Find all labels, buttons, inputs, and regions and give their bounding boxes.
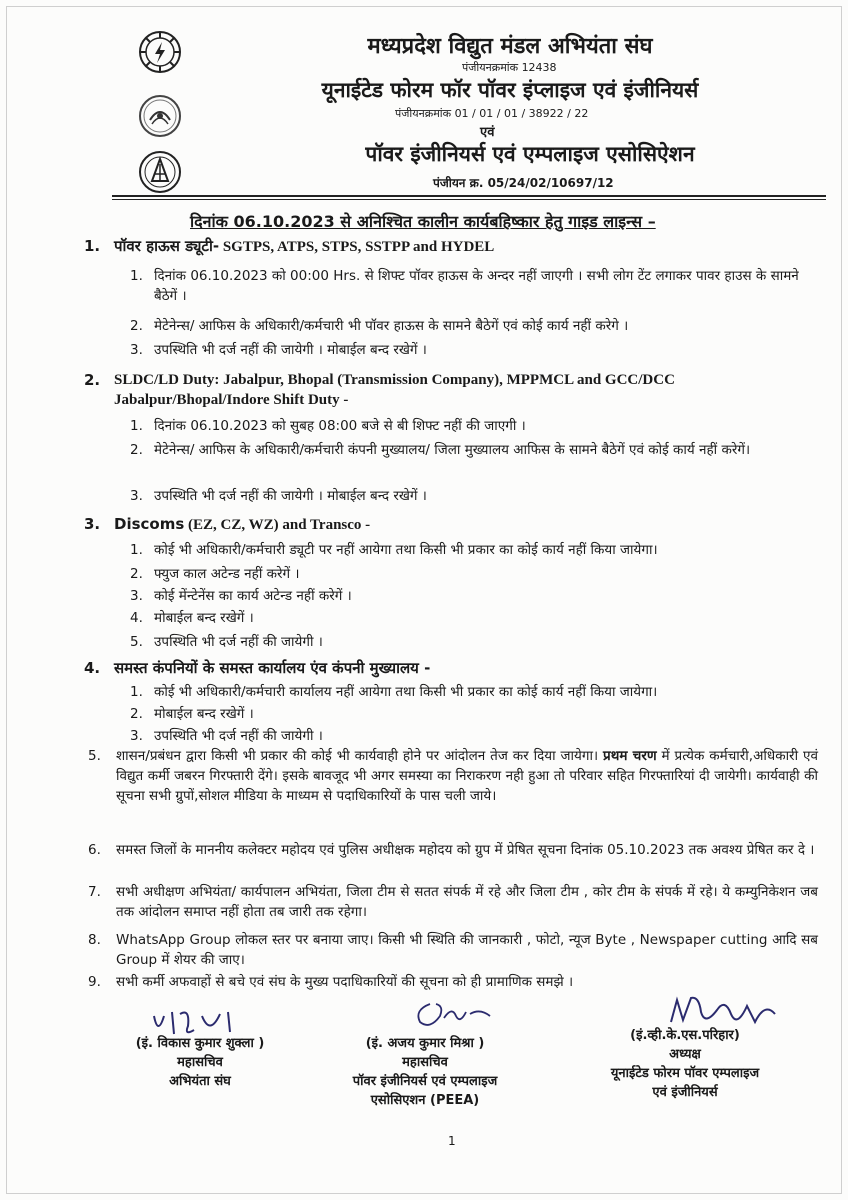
item-text: उपस्थिति भी दर्ज नहीं की जायेगी । मोबाईल बन्द रखेगें ।	[154, 342, 427, 358]
paragraph-number: 6.	[88, 842, 101, 858]
item-text: मेटेनेन्स/ आफिस के अधिकारी/कर्मचारी भी पॉवर हाऊस के सामने बैठेगें एवं कोई कार्य नहीं करेगे ।	[154, 318, 629, 334]
item-number: 1.	[130, 542, 143, 558]
list-item	[130, 416, 820, 436]
paragraph-number: 9.	[88, 974, 101, 990]
item-text: मोबाईल बन्द रखेगें ।	[154, 706, 254, 722]
list-item	[130, 564, 820, 584]
org3-registration: पंजीयन क्र. 05/24/02/10697/12	[433, 176, 614, 190]
org2-name: यूनाईटेड फोरम फॉर पॉवर इंप्लाइज एवं इंजीनियर्स	[321, 78, 699, 102]
section-heading-english: SLDC/LD Duty: Jabalpur, Bhopal (Transmission Company), MPPMCL and GCC/DCC Jabalpur/Bhopal/Indore Shift Duty -	[114, 372, 675, 408]
signatory-name: (इं.व्ही.के.एस.परिहार)	[630, 1028, 740, 1043]
item-number: 2.	[130, 442, 143, 458]
list-item	[130, 726, 820, 746]
item-text: उपस्थिति भी दर्ज नहीं की जायेगी । मोबाईल बन्द रखेगें ।	[154, 488, 427, 504]
page-number: 1	[448, 1134, 456, 1148]
section-number: 3.	[84, 515, 101, 533]
section-heading-hindi: पॉवर हाऊस ड्यूटी-	[114, 237, 220, 255]
signatory-organization: अभियंता संघ	[169, 1074, 231, 1089]
signature-scribble-2	[410, 996, 500, 1036]
peea-emblem-icon	[138, 150, 182, 194]
item-text: फ्युज काल अटेन्ड नहीं करेगें ।	[154, 566, 300, 582]
paragraph-number: 7.	[88, 884, 101, 900]
item-text: उपस्थिति भी दर्ज नहीं की जायेगी ।	[154, 634, 323, 650]
section-number: 2.	[84, 371, 101, 389]
list-item	[130, 340, 820, 360]
signature-block-3	[560, 1026, 810, 1102]
item-number: 3.	[130, 588, 143, 604]
paragraph-text: शासन/प्रबंधन द्वारा किसी भी प्रकार की कोई भी कार्यवाही होने पर आंदोलन तेज कर दिया जायेगा।	[116, 748, 604, 764]
paragraph-6	[88, 840, 818, 860]
signatory-title: महासचिव	[177, 1055, 223, 1070]
item-number: 2.	[130, 706, 143, 722]
list-item	[130, 440, 820, 460]
section-number: 4.	[84, 659, 101, 677]
paragraph-emphasis: प्रथम चरण	[603, 748, 657, 764]
signature-block-1	[100, 1034, 300, 1091]
item-text: मोबाईल बन्द रखेगें ।	[154, 610, 254, 626]
paragraph-text: सभी कर्मी अफवाहों से बचे एवं संघ के मुख्य पदाधिकारियों की सूचना को ही प्रामाणिक समझे ।	[116, 974, 574, 990]
signatory-title: अध्यक्ष	[669, 1047, 701, 1062]
signatory-organization-line2: एवं इंजीनियर्स	[652, 1085, 718, 1100]
section-2-heading	[84, 370, 820, 410]
signatory-title: महासचिव	[402, 1055, 448, 1070]
section-number: 1.	[84, 237, 101, 255]
section-3-heading	[84, 514, 820, 535]
item-number: 3.	[130, 342, 143, 358]
paragraph-text: WhatsApp Group लोकल स्तर पर बनाया जाए। किसी भी स्थिति की जानकारी , फोटो, न्यूज Byte , Newspaper cutting आदि सब Group में शेयर की जाए।	[116, 932, 818, 968]
list-item	[130, 266, 820, 306]
org1-registration: पंजीयनक्रमांक 12438	[462, 61, 557, 74]
association-emblem-icon	[138, 30, 182, 74]
section-heading-english: SGTPS, ATPS, STPS, SSTPP and HYDEL	[219, 239, 495, 255]
paragraph-8	[88, 930, 818, 970]
item-text: कोई भी अधिकारी/कर्मचारी ड्यूटी पर नहीं आयेगा तथा किसी भी प्रकार का कोई कार्य नहीं किया जायेगा।	[154, 542, 658, 558]
paragraph-5	[88, 746, 818, 806]
document-title: दिनांक 06.10.2023 से अनिश्चित कालीन कार्यबहिष्कार हेतु गाइड लाइन्स –	[190, 212, 656, 231]
list-item	[130, 608, 820, 628]
forum-emblem-icon	[138, 94, 182, 138]
paragraph-text: समस्त जिलों के माननीय कलेक्टर महोदय एवं पुलिस अधीक्षक महोदय को ग्रुप में प्रेषित सूचना दिनांक 05.10.2023 तक अवश्य प्रेषित कर दे ।	[116, 842, 815, 858]
item-number: 1.	[130, 268, 143, 284]
item-number: 3.	[130, 728, 143, 744]
section-heading-english: Discoms	[114, 515, 185, 533]
signatory-name: (इं. अजय कुमार मिश्रा )	[365, 1036, 485, 1051]
signatory-organization: यूनाईटेड फोरम पॉवर एम्पलाइज	[610, 1066, 760, 1081]
paragraph-number: 5.	[88, 748, 101, 764]
and-connector: एवं	[480, 125, 495, 140]
paragraph-7	[88, 882, 818, 922]
item-number: 3.	[130, 488, 143, 504]
header-divider	[112, 195, 826, 200]
item-text: मेटेनेन्स/ आफिस के अधिकारी/कर्मचारी कंपनी मुख्यालय/ जिला मुख्यालय आफिस के सामने बैठेगें एवं कोई कार्य नहीं करेगें।	[154, 442, 751, 458]
signature-block-2	[310, 1034, 540, 1110]
item-number: 1.	[130, 418, 143, 434]
item-number: 4.	[130, 610, 143, 626]
list-item	[130, 586, 820, 606]
list-item	[130, 540, 820, 560]
section-heading-english-zones: (EZ, CZ, WZ) and Transco -	[184, 517, 371, 533]
item-number: 5.	[130, 634, 143, 650]
org3-name: पॉवर इंजीनियर्स एवं एम्पलाइज एसोसिऐशन	[365, 142, 695, 166]
list-item	[130, 632, 820, 652]
item-text: दिनांक 06.10.2023 को सुबह 08:00 बजे से बी शिफ्ट नहीं की जाएगी ।	[154, 418, 526, 434]
item-text: कोई भी अधिकारी/कर्मचारी कार्यालय नहीं आयेगा तथा किसी भी प्रकार का कोई कार्य नहीं किया जायेगा।	[154, 684, 658, 700]
signatory-organization-line2: एसोसिएशन (PEEA)	[370, 1093, 480, 1108]
section-heading-hindi: समस्त कंपनियों के समस्त कार्यालय एंव कंपनी मुख्यालय -	[114, 659, 431, 677]
item-text: उपस्थिति भी दर्ज नहीं की जायेगी ।	[154, 728, 323, 744]
item-number: 2.	[130, 318, 143, 334]
list-item	[130, 316, 820, 336]
paragraph-number: 8.	[88, 932, 101, 948]
signatory-organization: पॉवर इंजीनियर्स एवं एम्पलाइज	[352, 1074, 498, 1089]
signatory-name: (इं. विकास कुमार शुक्ला )	[135, 1036, 265, 1051]
item-text: कोई मेंन्टेनेंस का कार्य अटेन्ड नहीं करेगें ।	[154, 588, 352, 604]
org1-name: मध्यप्रदेश विद्युत मंडल अभियंता संघ	[367, 34, 653, 59]
list-item	[130, 704, 820, 724]
paragraph-text-continued: में प्रत्येक कर्मचारी,अधिकारी एवं विद्युत कर्मी जबरन गिरफ्तारी देंगे। इसके बावजूद भी अगर समस्या का निराकरण नही हुआ तो परिवार सहित गिरफ्तारियां दी जायेगी। कार्यवाही की सूचना सभी ग्रुपों,सोशल मीडिया के माध्यम से पदाधिकारियों के पास चली जाये।	[116, 748, 818, 804]
list-item	[130, 682, 820, 702]
org2-registration: पंजीयनक्रमांक 01 / 01 / 01 / 38922 / 22	[395, 107, 589, 120]
paragraph-9	[88, 972, 818, 992]
item-text: दिनांक 06.10.2023 को 00:00 Hrs. से शिफ्ट पॉवर हाऊस के अन्दर नहीं जाएगी । सभी लोग टेंट लगाकर पावर हाउस के सामने बैठेगें ।	[154, 268, 799, 304]
section-1-heading	[84, 236, 820, 257]
item-number: 1.	[130, 684, 143, 700]
list-item	[130, 486, 820, 506]
item-number: 2.	[130, 566, 143, 582]
paragraph-text: सभी अधीक्षण अभियंता/ कार्यपालन अभियंता, जिला टीम से सतत संपर्क में रहे और जिला टीम , कोर टीम के संपर्क में रहे। ये कम्युनिकेशन जब तक आंदोलन समाप्त नहीं होता तब जारी तक रहेगा।	[116, 884, 818, 920]
section-4-heading	[84, 658, 820, 678]
